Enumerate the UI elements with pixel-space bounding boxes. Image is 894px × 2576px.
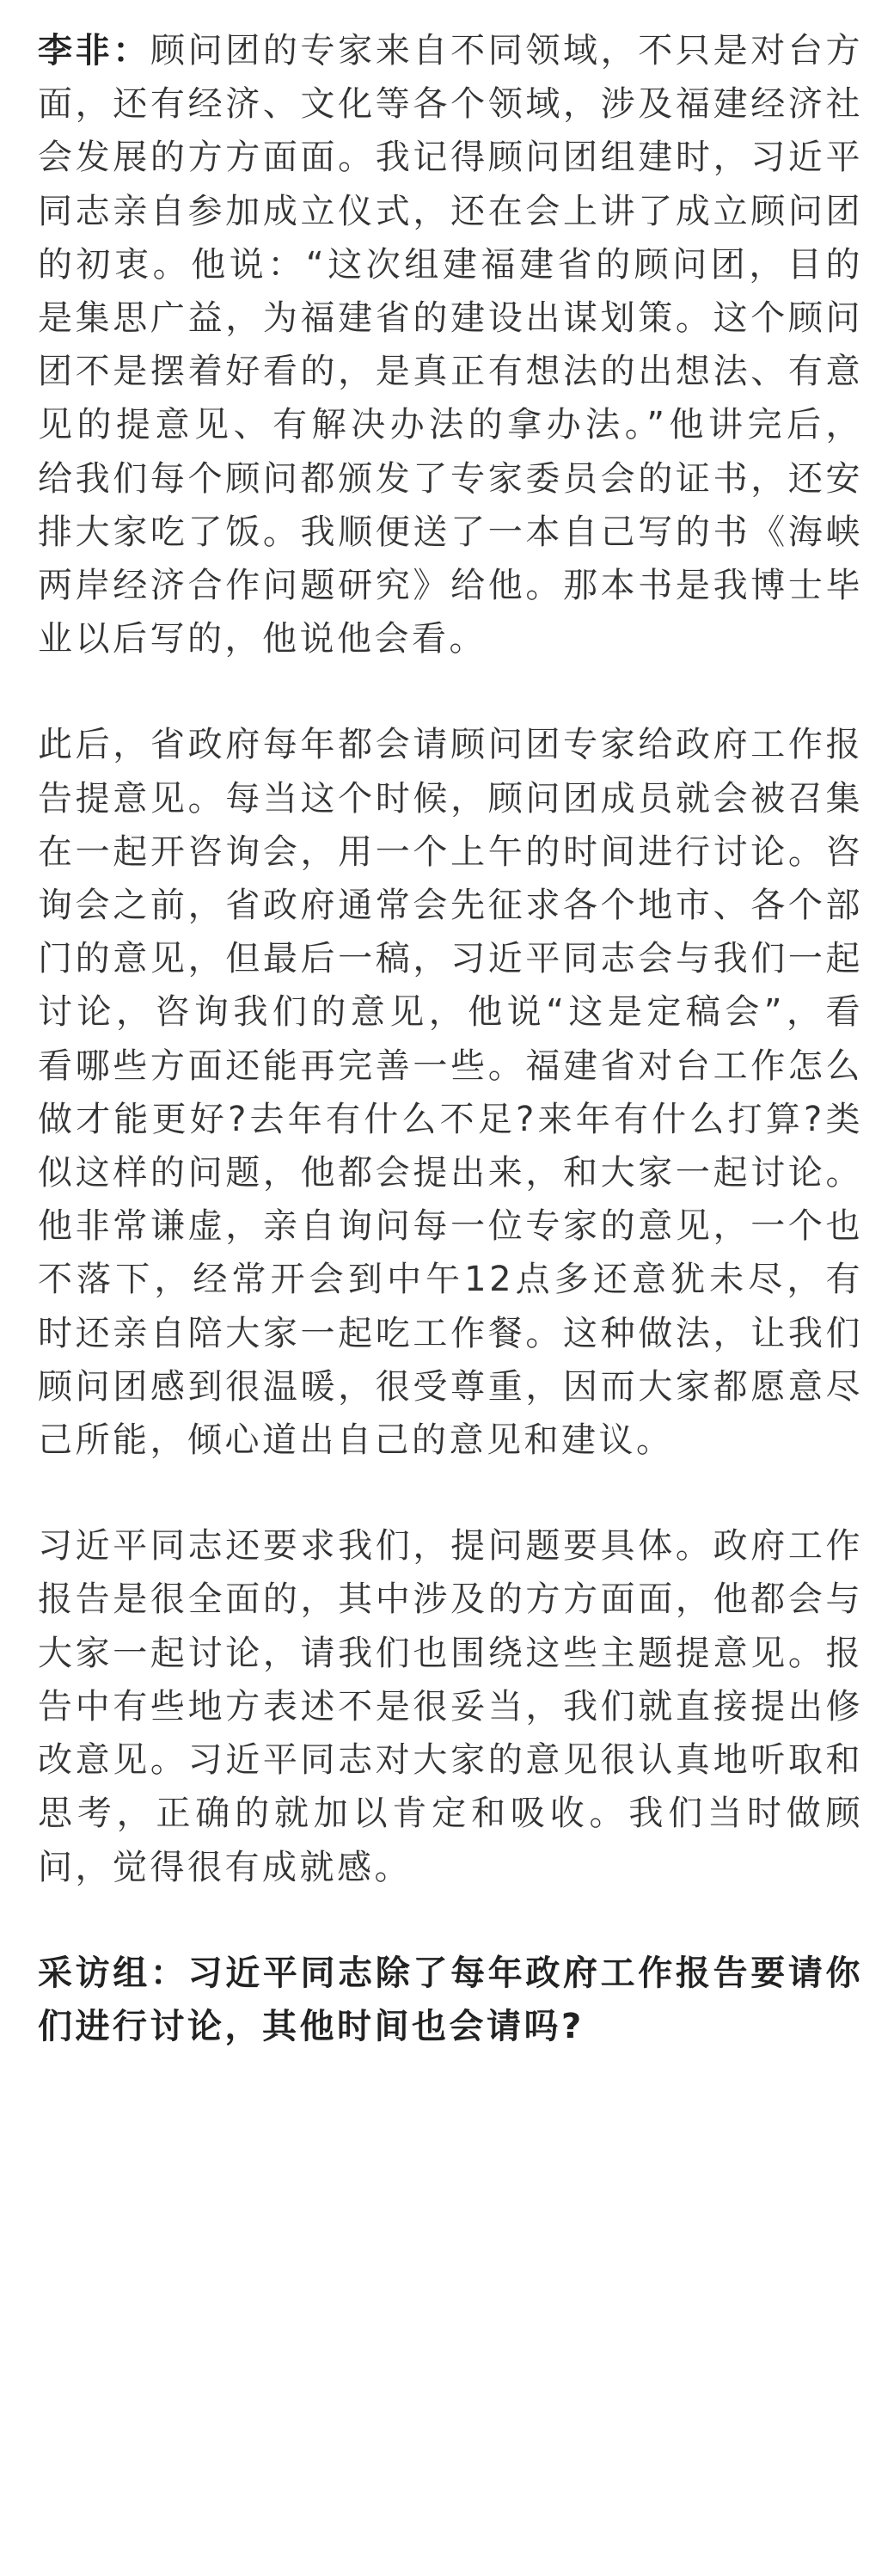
speaker-label: 李非： (38, 31, 150, 71)
article-body (38, 24, 863, 2053)
question-text: 采访组：习近平同志除了每年政府工作报告要请你们进行讨论，其他时间也会请吗? (38, 1953, 863, 2046)
paragraph-text: 顾问团的专家来自不同领域，不只是对台方面，还有经济、文化等各个领域，涉及福建经济社会发展的方方面面。我记得顾问团组建时，习近平同志亲自参加成立仪式，还在会上讲了成立顾问团的初衷。他说：“这次组建福建省的顾问团，目的是集思广益，为福建省的建设出谋划策。这个顾问团不是摆着好看的，是真正有想法的出想法、有意见的提意见、有解决办法的拿办法。”他讲完后，给我们每个顾问都颁发了专家委员会的证书，还安排大家吃了饭。我顺便送了一本自己写的书《海峡两岸经济合作问题研究》给他。那本书是我博士毕业以后写的，他说他会看。 (38, 31, 864, 659)
paragraph-text: 此后，省政府每年都会请顾问团专家给政府工作报告提意见。每当这个时候，顾问团成员就会被召集在一起开咨询会，用一个上午的时间进行讨论。咨询会之前，省政府通常会先征求各个地市、各个部门的意见，但最后一稿，习近平同志会与我们一起讨论，咨询我们的意见，他说“这是定稿会”，看看哪些方面还能再完善一些。福建省对台工作怎么做才能更好?去年有什么不足?来年有什么打算?类似这样的问题，他都会提出来，和大家一起讨论。他非常谦虚，亲自询问每一位专家的意见，一个也不落下，经常开会到中午12点多还意犹未尽，有时还亲自陪大家一起吃工作餐。这种做法，让我们顾问团感到很温暖，很受尊重，因而大家都愿意尽己所能，倾心道出自己的意见和建议。 (38, 725, 863, 1461)
paragraph-text: 习近平同志还要求我们，提问题要具体。政府工作报告是很全面的，其中涉及的方方面面，他都会与大家一起讨论，请我们也围绕这些主题提意见。报告中有些地方表述不是很妥当，我们就直接提出修改意见。习近平同志对大家的意见很认真地听取和思考，正确的就加以肯定和吸收。我们当时做顾问，觉得很有成就感。 (38, 1526, 863, 1887)
paragraph-3 (38, 1519, 863, 1893)
interviewer-question (38, 1947, 863, 2053)
paragraph-1 (38, 24, 863, 665)
paragraph-2 (38, 718, 863, 1467)
